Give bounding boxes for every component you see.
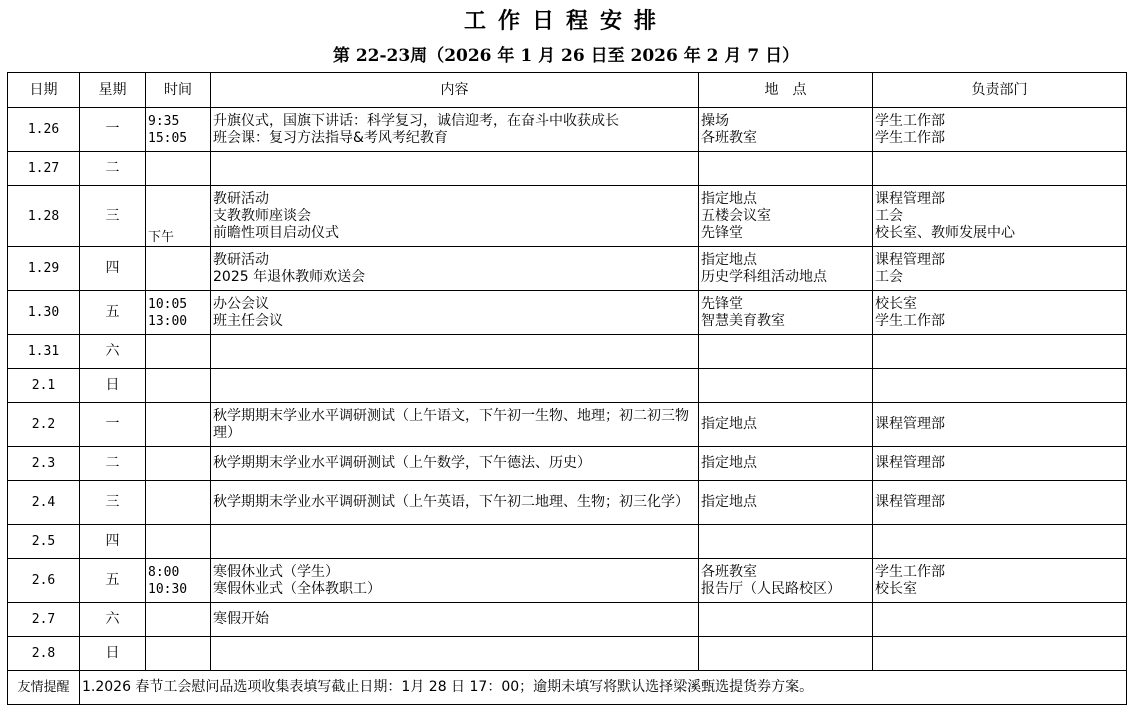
dept-cell-line: 校长室: [875, 580, 917, 597]
table-row: [8, 481, 1127, 525]
location-cell-line: 各班教室: [701, 563, 757, 580]
time-cell: [146, 335, 211, 369]
date-cell: 1.30: [8, 291, 80, 335]
date-cell: 2.7: [8, 603, 80, 637]
content-cell: [211, 291, 699, 335]
time-cell: [146, 247, 211, 291]
weekday-cell: 四: [80, 525, 146, 559]
header-weekday: 星期: [80, 73, 146, 108]
time-cell-line: 13:00: [148, 313, 188, 329]
weekday-cell: 四: [80, 247, 146, 291]
content-cell: [211, 559, 699, 603]
time-cell: [146, 559, 211, 603]
content-cell-line: 支教教师座谈会: [213, 207, 311, 224]
note-row: [8, 671, 1127, 705]
schedule-body: [8, 108, 1127, 671]
location-cell-line: 指定地点: [701, 494, 757, 510]
date-cell: 1.26: [8, 108, 80, 152]
date-cell: 2.5: [8, 525, 80, 559]
location-cell: [699, 291, 873, 335]
content-cell: [211, 152, 699, 186]
time-cell-line: 9:35: [148, 113, 180, 129]
date-cell: 2.8: [8, 637, 80, 671]
weekday-cell: 三: [80, 481, 146, 525]
dept-cell: [873, 108, 1127, 152]
time-cell-line: 10:05: [148, 296, 188, 312]
dept-cell-line: 学生工作部: [875, 312, 945, 329]
note-text: 1.2026 春节工会慰问品选项收集表填写截止日期：1月 28 日 17：00；逾期未填写将默认选择梁溪甄选提货券方案。: [80, 671, 1127, 705]
location-cell-line: 报告厅（人民路校区）: [701, 580, 841, 597]
table-row: [8, 247, 1127, 291]
dept-cell: [873, 559, 1127, 603]
time-cell-line: 10:30: [148, 581, 188, 597]
content-cell-line: 秋学期期末学业水平调研测试（上午语文，下午初一生物、地理；初二初三物理）: [213, 407, 689, 441]
table-row: [8, 108, 1127, 152]
dept-cell: [873, 186, 1127, 247]
table-row: [8, 152, 1127, 186]
header-location: 地 点: [699, 73, 873, 108]
content-cell: [211, 603, 699, 637]
date-cell: 2.2: [8, 403, 80, 447]
table-row: [8, 525, 1127, 559]
content-cell-line: 升旗仪式，国旗下讲话：科学复习，诚信迎考，在奋斗中收获成长: [213, 112, 619, 129]
location-cell: [699, 152, 873, 186]
location-cell: [699, 335, 873, 369]
location-cell-line: 历史学科组活动地点: [701, 268, 827, 285]
table-row: [8, 447, 1127, 481]
time-cell: [146, 403, 211, 447]
dept-cell-line: 课程管理部: [875, 494, 945, 510]
dept-cell-line: 课程管理部: [875, 455, 945, 471]
location-cell-line: 指定地点: [701, 251, 757, 268]
header-row: [8, 73, 1127, 108]
location-cell-line: 先锋堂: [701, 295, 743, 312]
table-row: [8, 603, 1127, 637]
dept-cell: [873, 637, 1127, 671]
weekday-cell: 六: [80, 335, 146, 369]
content-cell-line: 班主任会议: [213, 312, 283, 329]
time-cell-line: 8:00: [148, 564, 180, 580]
dept-cell: [873, 247, 1127, 291]
date-cell: 1.31: [8, 335, 80, 369]
header-dept: 负责部门: [873, 73, 1127, 108]
content-cell-line: 2025 年退休教师欢送会: [213, 268, 366, 285]
content-cell-line: 教研活动: [213, 190, 269, 207]
date-cell: 1.29: [8, 247, 80, 291]
location-cell: [699, 603, 873, 637]
time-cell: [146, 525, 211, 559]
location-cell: [699, 369, 873, 403]
page-subtitle: 第 22-23周（2026 年 1 月 26 日至 2026 年 2 月 7 日）: [332, 46, 800, 66]
location-cell-line: 智慧美育教室: [701, 312, 785, 329]
dept-cell-line: 工会: [875, 207, 903, 224]
date-cell: 1.28: [8, 186, 80, 247]
weekday-cell: 五: [80, 291, 146, 335]
weekday-cell: 五: [80, 559, 146, 603]
content-cell-line: 秋学期期末学业水平调研测试（上午数学，下午德法、历史）: [213, 455, 591, 471]
time-cell: [146, 603, 211, 637]
location-cell: [699, 403, 873, 447]
date-cell: 2.4: [8, 481, 80, 525]
weekday-cell: 二: [80, 152, 146, 186]
dept-cell-line: 课程管理部: [875, 190, 945, 207]
time-cell: [146, 447, 211, 481]
table-row: [8, 335, 1127, 369]
content-cell-line: 寒假开始: [213, 611, 269, 627]
dept-cell-line: 课程管理部: [875, 416, 945, 432]
weekday-cell: 日: [80, 369, 146, 403]
time-cell: [146, 152, 211, 186]
time-cell: [146, 108, 211, 152]
dept-cell: [873, 335, 1127, 369]
location-cell-line: 操场: [701, 112, 729, 129]
header-content: 内容: [211, 73, 699, 108]
content-cell: [211, 186, 699, 247]
content-cell: [211, 481, 699, 525]
location-cell: [699, 559, 873, 603]
content-cell-line: 前瞻性项目启动仪式: [213, 224, 339, 241]
content-cell-line: 寒假休业式（学生）: [213, 563, 339, 580]
location-cell: [699, 247, 873, 291]
content-cell: [211, 637, 699, 671]
weekday-cell: 六: [80, 603, 146, 637]
content-cell-line: 秋学期期末学业水平调研测试（上午英语，下午初二地理、生物；初三化学）: [213, 494, 689, 510]
content-cell-line: 班会课：复习方法指导&考风考纪教育: [213, 129, 448, 146]
content-cell-line: 教研活动: [213, 251, 269, 268]
location-cell: [699, 447, 873, 481]
time-cell: [146, 481, 211, 525]
header-time: 时间: [146, 73, 211, 108]
content-cell: [211, 447, 699, 481]
date-cell: 1.27: [8, 152, 80, 186]
time-cell: [146, 637, 211, 671]
location-cell: [699, 481, 873, 525]
dept-cell-line: 学生工作部: [875, 563, 945, 580]
content-cell: [211, 525, 699, 559]
content-cell-line: 寒假休业式（全体教职工）: [213, 580, 381, 597]
time-cell-line: 15:05: [148, 130, 188, 146]
table-row: [8, 637, 1127, 671]
table-row: [8, 369, 1127, 403]
content-cell: [211, 247, 699, 291]
table-row: [8, 291, 1127, 335]
date-cell: 2.3: [8, 447, 80, 481]
weekday-cell: 日: [80, 637, 146, 671]
content-cell-line: 办公会议: [213, 295, 269, 312]
time-cell: [146, 186, 211, 247]
dept-cell: [873, 603, 1127, 637]
location-cell: [699, 525, 873, 559]
table-row: [8, 186, 1127, 247]
location-cell-line: 指定地点: [701, 190, 757, 207]
content-cell: [211, 108, 699, 152]
location-cell: [699, 637, 873, 671]
date-cell: 2.1: [8, 369, 80, 403]
schedule-table: [7, 72, 1127, 705]
dept-cell: [873, 481, 1127, 525]
dept-cell: [873, 525, 1127, 559]
weekday-cell: 二: [80, 447, 146, 481]
dept-cell: [873, 369, 1127, 403]
dept-cell-line: 学生工作部: [875, 112, 945, 129]
location-cell-line: 五楼会议室: [701, 207, 771, 224]
time-cell: [146, 369, 211, 403]
dept-cell: [873, 447, 1127, 481]
content-cell: [211, 403, 699, 447]
location-cell-line: 指定地点: [701, 455, 757, 471]
content-cell: [211, 335, 699, 369]
table-row: [8, 403, 1127, 447]
weekday-cell: 一: [80, 108, 146, 152]
location-cell-line: 指定地点: [701, 416, 757, 432]
dept-cell: [873, 291, 1127, 335]
dept-cell-line: 课程管理部: [875, 251, 945, 268]
header-date: 日期: [8, 73, 80, 108]
location-cell: [699, 186, 873, 247]
dept-cell-line: 校长室: [875, 295, 917, 312]
page-title: 工作日程安排: [463, 8, 668, 34]
time-cell: [146, 291, 211, 335]
dept-cell-line: 校长室、教师发展中心: [875, 224, 1015, 241]
weekday-cell: 一: [80, 403, 146, 447]
location-cell-line: 先锋堂: [701, 224, 743, 241]
content-cell: [211, 369, 699, 403]
date-cell: 2.6: [8, 559, 80, 603]
dept-cell: [873, 403, 1127, 447]
dept-cell: [873, 152, 1127, 186]
dept-cell-line: 工会: [875, 268, 903, 285]
location-cell: [699, 108, 873, 152]
time-cell-line: 下午: [148, 230, 175, 245]
weekday-cell: 三: [80, 186, 146, 247]
location-cell-line: 各班教室: [701, 129, 757, 146]
note-label: 友情提醒: [8, 671, 80, 705]
dept-cell-line: 学生工作部: [875, 129, 945, 146]
table-row: [8, 559, 1127, 603]
